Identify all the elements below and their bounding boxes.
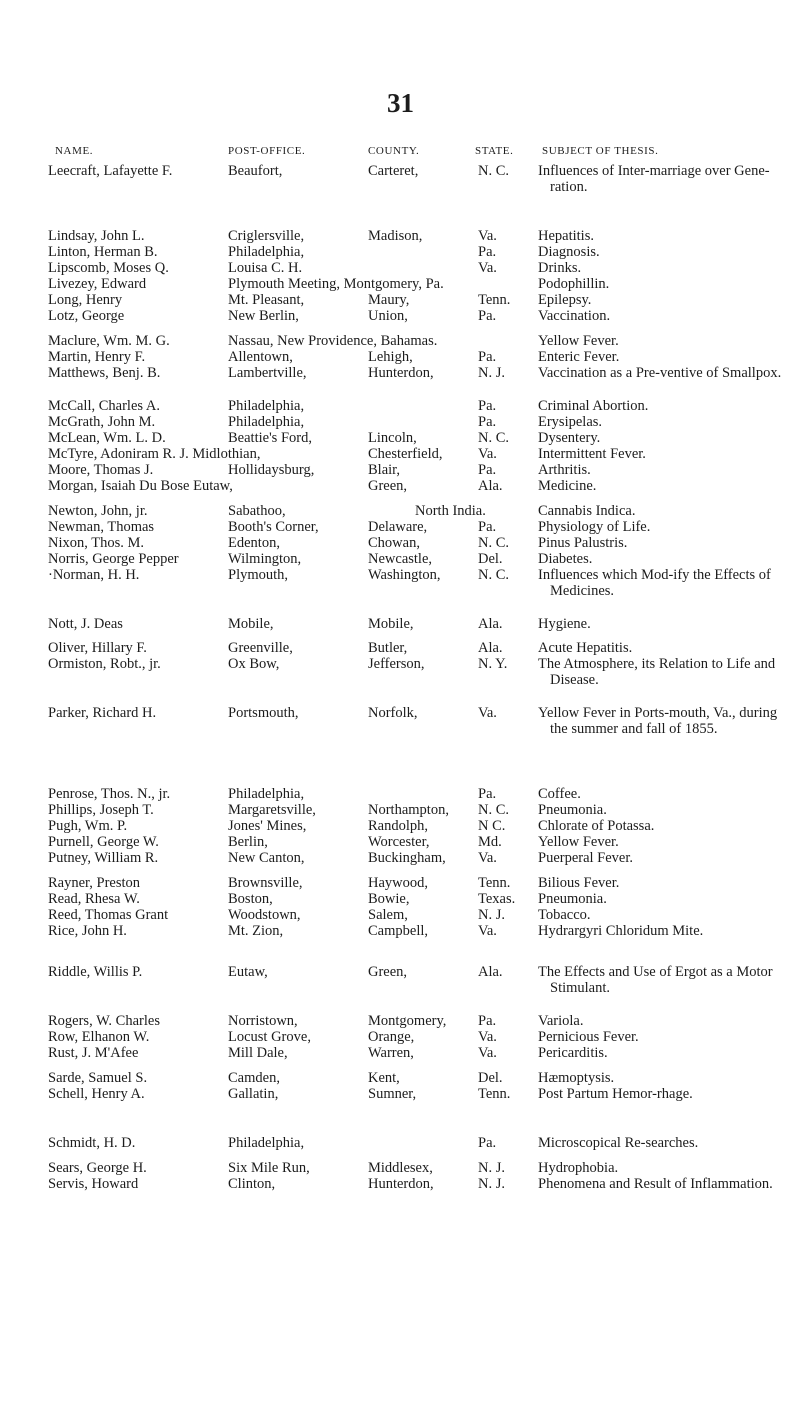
row-name: Ormiston, Robt., jr. [48, 656, 161, 672]
row-name: Lotz, George [48, 308, 125, 324]
row-name: McLean, Wm. L. D. [48, 430, 166, 446]
row-post-office: Philadelphia, [228, 244, 305, 260]
row-county: Delaware, [368, 519, 428, 535]
row-thesis: Coffee. [538, 786, 581, 802]
row-thesis: Tobacco. [538, 907, 591, 923]
row-state: Tenn. [478, 875, 511, 891]
row-post-office: Allentown, [228, 349, 293, 365]
row-post-office: Beaufort, [228, 163, 283, 179]
row-thesis: Chlorate of Potassa. [538, 818, 655, 834]
row-thesis: Puerperal Fever. [538, 850, 634, 866]
row-state: Pa. [478, 519, 497, 535]
row-post-office: Louisa C. H. [228, 260, 303, 276]
row-name: Rogers, W. Charles [48, 1013, 160, 1029]
row-name: Newman, Thomas [48, 519, 155, 535]
row-thesis: Dysentery. [538, 430, 601, 446]
row-state: Pa. [478, 1013, 497, 1029]
row-thesis: Podophillin. [538, 276, 610, 292]
row-state: Ala. [478, 964, 503, 980]
row-post-office: Norristown, [228, 1013, 298, 1029]
row-thesis: Influences of Inter-marriage over Gene-ration. [538, 163, 770, 195]
row-name: Lindsay, John L. [48, 228, 145, 244]
row-thesis: Yellow Fever. [538, 333, 619, 349]
row-thesis: Arthritis. [538, 462, 591, 478]
row-county: Chesterfield, [368, 446, 443, 462]
row-thesis: Pneumonia. [538, 891, 607, 907]
row-state: Va. [478, 850, 497, 866]
row-state: N. J. [478, 1160, 505, 1176]
row-county: Green, [368, 964, 408, 980]
row-thesis: Pernicious Fever. [538, 1029, 639, 1045]
row-county: Washington, [368, 567, 441, 583]
row-thesis: Bilious Fever. [538, 875, 620, 891]
row-post-office: Lambertville, [228, 365, 307, 381]
row-post-office: Mill Dale, [228, 1045, 288, 1061]
row-state: Pa. [478, 308, 497, 324]
row-thesis: Erysipelas. [538, 414, 603, 430]
row-county: Butler, [368, 640, 408, 656]
row-post-office: Plymouth, [228, 567, 289, 583]
row-post-office: Locust Grove, [228, 1029, 311, 1045]
row-county: Norfolk, [368, 705, 418, 721]
row-state: Va. [478, 1045, 497, 1061]
row-name: Putney, William R. [48, 850, 159, 866]
row-post-office: Beattie's Ford, [228, 430, 312, 446]
row-thesis: Hydrophobia. [538, 1160, 619, 1176]
row-county: Jefferson, [368, 656, 425, 672]
row-name: Schell, Henry A. [48, 1086, 145, 1102]
row-thesis: Diabetes. [538, 551, 593, 567]
row-name: Reed, Thomas Grant [48, 907, 169, 923]
row-state: N. C. [478, 430, 510, 446]
row-state: Pa. [478, 1135, 497, 1151]
row-thesis: Enteric Fever. [538, 349, 620, 365]
row-thesis: Yellow Fever. [538, 834, 619, 850]
row-state: N. J. [478, 1176, 505, 1192]
row-county: Northampton, [368, 802, 449, 818]
row-state: N. C. [478, 535, 510, 551]
row-post-office: Plymouth Meeting, Montgomery, Pa. [228, 276, 444, 292]
row-thesis: Diagnosis. [538, 244, 600, 260]
row-county: Orange, [368, 1029, 415, 1045]
page-number: 31 [387, 88, 414, 118]
row-state: Va. [478, 923, 497, 939]
row-state: Va. [478, 705, 497, 721]
row-county: Blair, [368, 462, 401, 478]
row-name: Nott, J. Deas [48, 616, 123, 632]
row-name: Sears, George H. [48, 1160, 147, 1176]
row-state: Ala. [478, 478, 503, 494]
row-post-office: Booth's Corner, [228, 519, 319, 535]
row-state: Texas. [478, 891, 516, 907]
header-post-office: POST-OFFICE. [228, 145, 306, 157]
row-county: Mobile, [368, 616, 414, 632]
row-county: Union, [368, 308, 408, 324]
row-county: Randolph, [368, 818, 429, 834]
row-post-office: New Canton, [228, 850, 305, 866]
row-county: Lehigh, [368, 349, 413, 365]
row-thesis: Pneumonia. [538, 802, 607, 818]
header-thesis: SUBJECT OF THESIS. [542, 145, 659, 157]
row-state: N. C. [478, 567, 510, 583]
row-county: Hunterdon, [368, 365, 434, 381]
row-thesis: Physiology of Life. [538, 519, 651, 535]
row-name: Moore, Thomas J. [48, 462, 154, 478]
row-state: Ala. [478, 616, 503, 632]
row-thesis: Hydrargyri Chloridum Mite. [538, 923, 704, 939]
row-thesis: Criminal Abortion. [538, 398, 649, 414]
row-name: Penrose, Thos. N., jr. [48, 786, 171, 802]
row-post-office: Criglersville, [228, 228, 305, 244]
row-name: McCall, Charles A. [48, 398, 160, 414]
row-county: Maury, [368, 292, 410, 308]
row-post-office: Woodstown, [228, 907, 301, 923]
row-name: Phillips, Joseph T. [48, 802, 154, 818]
row-state: Pa. [478, 462, 497, 478]
row-thesis: The Atmosphere, its Relation to Life and Disease. [538, 656, 776, 688]
row-post-office: Sabathoo, [228, 503, 286, 519]
row-state: Tenn. [478, 292, 511, 308]
row-county: Buckingham, [368, 850, 446, 866]
row-name: Norris, George Pepper [48, 551, 179, 567]
row-post-office: Greenville, [228, 640, 293, 656]
row-name: Sarde, Samuel S. [48, 1070, 148, 1086]
row-county: Carteret, [368, 163, 419, 179]
row-post-office: Brownsville, [228, 875, 303, 891]
row-county: Salem, [368, 907, 408, 923]
row-state: Pa. [478, 244, 497, 260]
row-name: Purnell, George W. [48, 834, 159, 850]
row-post-office: Philadelphia, [228, 398, 305, 414]
row-thesis: Influences which Mod-ify the Effects of Medicines. [538, 567, 771, 599]
row-thesis: Acute Hepatitis. [538, 640, 633, 656]
row-name: Linton, Herman B. [48, 244, 158, 260]
row-thesis: Intermittent Fever. [538, 446, 646, 462]
row-county: Campbell, [368, 923, 429, 939]
row-name: Long, Henry [48, 292, 123, 308]
row-post-office: Gallatin, [228, 1086, 279, 1102]
row-state: N C. [478, 818, 506, 834]
row-thesis: The Effects and Use of Ergot as a Motor Stimulant. [538, 964, 773, 996]
row-county: Sumner, [368, 1086, 417, 1102]
row-name: Leecraft, Lafayette F. [48, 163, 173, 179]
row-name: Nixon, Thos. M. [48, 535, 145, 551]
row-post-office: Six Mile Run, [228, 1160, 310, 1176]
row-name: Parker, Richard H. [48, 705, 157, 721]
row-name: McTyre, Adoniram R. J. Midlothian, [48, 446, 261, 462]
row-state: N. J. [478, 365, 505, 381]
row-name: Lipscomb, Moses Q. [48, 260, 169, 276]
row-state: Va. [478, 446, 497, 462]
row-state: Va. [478, 1029, 497, 1045]
row-name: McGrath, John M. [48, 414, 156, 430]
row-thesis: Vaccination as a Pre-ventive of Smallpox. [538, 365, 782, 381]
row-post-office: Clinton, [228, 1176, 276, 1192]
row-state: Pa. [478, 349, 497, 365]
row-thesis: Cannabis Indica. [538, 503, 636, 519]
row-post-office: Berlin, [228, 834, 268, 850]
row-thesis: Pericarditis. [538, 1045, 608, 1061]
row-county: Newcastle, [368, 551, 433, 567]
row-county: Hunterdon, [368, 1176, 434, 1192]
row-name: Rust, J. M'Afee [48, 1045, 139, 1061]
row-name: Livezey, Edward [48, 276, 147, 292]
header-name: NAME. [55, 145, 94, 157]
row-name: Pugh, Wm. P. [48, 818, 128, 834]
row-thesis: Epilepsy. [538, 292, 592, 308]
row-post-office: New Berlin, [228, 308, 299, 324]
row-state: Del. [478, 551, 503, 567]
row-thesis: Vaccination. [538, 308, 611, 324]
row-thesis: Microscopical Re-searches. [538, 1135, 699, 1151]
row-post-office: Jones' Mines, [228, 818, 307, 834]
row-state: Ala. [478, 640, 503, 656]
row-state: N. Y. [478, 656, 508, 672]
row-state: N. C. [478, 163, 510, 179]
row-name: Row, Elhanon W. [48, 1029, 150, 1045]
row-name: Maclure, Wm. M. G. [48, 333, 170, 349]
row-state: Va. [478, 260, 497, 276]
row-county: Chowan, [368, 535, 420, 551]
row-post-office: Mobile, [228, 616, 274, 632]
row-post-office: Mt. Zion, [228, 923, 284, 939]
row-post-office: Camden, [228, 1070, 280, 1086]
row-name: Newton, John, jr. [48, 503, 148, 519]
row-name: Riddle, Willis P. [48, 964, 143, 980]
row-name: Rice, John H. [48, 923, 127, 939]
row-state: Pa. [478, 414, 497, 430]
row-state: Pa. [478, 786, 497, 802]
row-post-office: Ox Bow, [228, 656, 280, 672]
row-post-office: Portsmouth, [228, 705, 299, 721]
header-state: STATE. [475, 145, 514, 157]
row-county: Kent, [368, 1070, 400, 1086]
row-county: Green, [368, 478, 408, 494]
row-post-office: Edenton, [228, 535, 280, 551]
row-county: Madison, [368, 228, 423, 244]
row-county: North India. [415, 503, 486, 519]
row-thesis: Hæmoptysis. [538, 1070, 615, 1086]
row-county: Montgomery, [368, 1013, 447, 1029]
row-state: Del. [478, 1070, 503, 1086]
row-post-office: Philadelphia, [228, 1135, 305, 1151]
row-post-office: Hollidaysburg, [228, 462, 315, 478]
row-thesis: Variola. [538, 1013, 584, 1029]
header-county: COUNTY. [368, 145, 420, 157]
row-name: Rayner, Preston [48, 875, 141, 891]
row-post-office: Eutaw, [228, 964, 268, 980]
row-county: Haywood, [368, 875, 429, 891]
row-thesis: Hepatitis. [538, 228, 594, 244]
row-name: Morgan, Isaiah Du Bose Eutaw, [48, 478, 233, 494]
row-thesis: Drinks. [538, 260, 582, 276]
row-name: Oliver, Hillary F. [48, 640, 147, 656]
row-name: ·Norman, H. H. [48, 567, 140, 583]
row-thesis: Pinus Palustris. [538, 535, 628, 551]
row-state: N. C. [478, 802, 510, 818]
row-post-office: Margaretsville, [228, 802, 316, 818]
row-post-office: Philadelphia, [228, 786, 305, 802]
row-county: Worcester, [368, 834, 430, 850]
row-thesis: Post Partum Hemor-rhage. [538, 1086, 693, 1102]
row-county: Warren, [368, 1045, 414, 1061]
row-post-office: Nassau, New Providence, Bahamas. [228, 333, 438, 349]
row-state: Va. [478, 228, 497, 244]
row-name: Schmidt, H. D. [48, 1135, 136, 1151]
row-post-office: Boston, [228, 891, 273, 907]
row-name: Matthews, Benj. B. [48, 365, 161, 381]
row-post-office: Wilmington, [228, 551, 302, 567]
row-state: Pa. [478, 398, 497, 414]
row-state: Tenn. [478, 1086, 511, 1102]
row-county: Lincoln, [368, 430, 417, 446]
row-thesis: Hygiene. [538, 616, 591, 632]
row-state: N. J. [478, 907, 505, 923]
row-county: Bowie, [368, 891, 410, 907]
row-county: Middlesex, [368, 1160, 433, 1176]
row-post-office: Philadelphia, [228, 414, 305, 430]
row-thesis: Phenomena and Result of Inflammation. [538, 1176, 773, 1192]
row-name: Servis, Howard [48, 1176, 139, 1192]
row-name: Read, Rhesa W. [48, 891, 140, 907]
row-thesis: Medicine. [538, 478, 597, 494]
row-state: Md. [478, 834, 502, 850]
row-thesis: Yellow Fever in Ports-mouth, Va., during the summer and fall of 1855. [538, 705, 778, 737]
row-name: Martin, Henry F. [48, 349, 146, 365]
row-post-office: Mt. Pleasant, [228, 292, 305, 308]
